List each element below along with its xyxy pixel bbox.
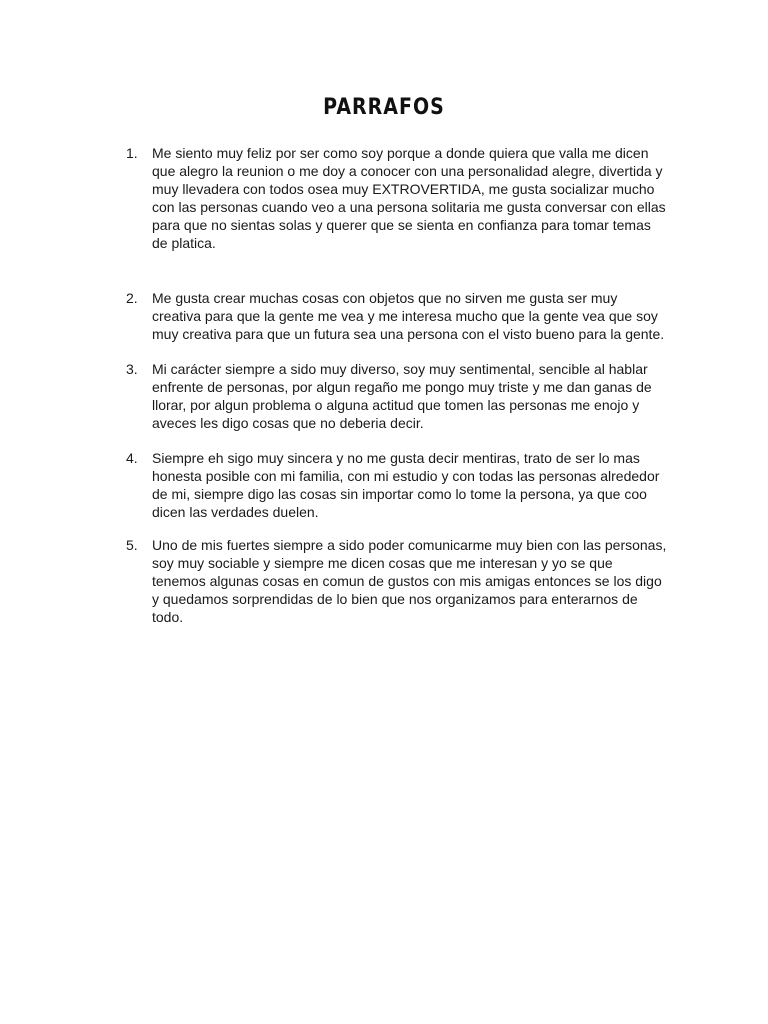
list-item-text: Siempre eh sigo muy sincera y no me gusta decir mentiras, trato de ser lo mas honesta posible con mi familia, con mi estudio y con todas las personas alrededor de mi, siempre digo las cosas sin importar como lo tome la persona, ya que coo dicen las verdades duelen. xyxy=(152,450,660,520)
list-item-number: 3. xyxy=(126,361,138,377)
list-item-text: Mi carácter siempre a sido muy diverso, soy muy sentimental, sencible al hablar enfrente de personas, por algun regaño me pongo muy triste y me dan ganas de llorar, por algun problema o alguna actitud que tomen las personas me enojo y aveces les digo cosas que no deberia decir. xyxy=(152,361,652,431)
list-item-number: 5. xyxy=(126,537,138,553)
list-item-text: Me siento muy feliz por ser como soy porque a donde quiera que valla me dicen que alegro la reunion o me doy a conocer con una personalidad alegre, divertida y muy llevadera con todos osea muy EXTROVERTIDA, me gusta socializar mucho con las personas cuando veo a una persona solitaria me gusta conversar con ellas para que no sientas solas y querer que se sienta en confianza para tomar temas de platica. xyxy=(152,145,666,251)
list-item-number: 4. xyxy=(126,450,138,466)
list-item-number: 2. xyxy=(126,290,138,306)
page-title: PARRAFOS xyxy=(323,94,445,120)
list-item-text: Uno de mis fuertes siempre a sido poder comunicarme muy bien con las personas, soy muy sociable y siempre me dicen cosas que me interesan y yo se que tenemos algunas cosas en comun de gustos con mis amigas entonces se los digo y quedamos sorprendidas de lo bien que nos organizamos para enterarnos de todo. xyxy=(152,537,667,625)
list-item-number: 1. xyxy=(126,145,138,161)
list-item-text: Me gusta crear muchas cosas con objetos que no sirven me gusta ser muy creativa para que la gente me vea y me interesa mucho que la gente vea que soy muy creativa para que un futura sea una persona con el visto bueno para la gente. xyxy=(152,290,665,342)
